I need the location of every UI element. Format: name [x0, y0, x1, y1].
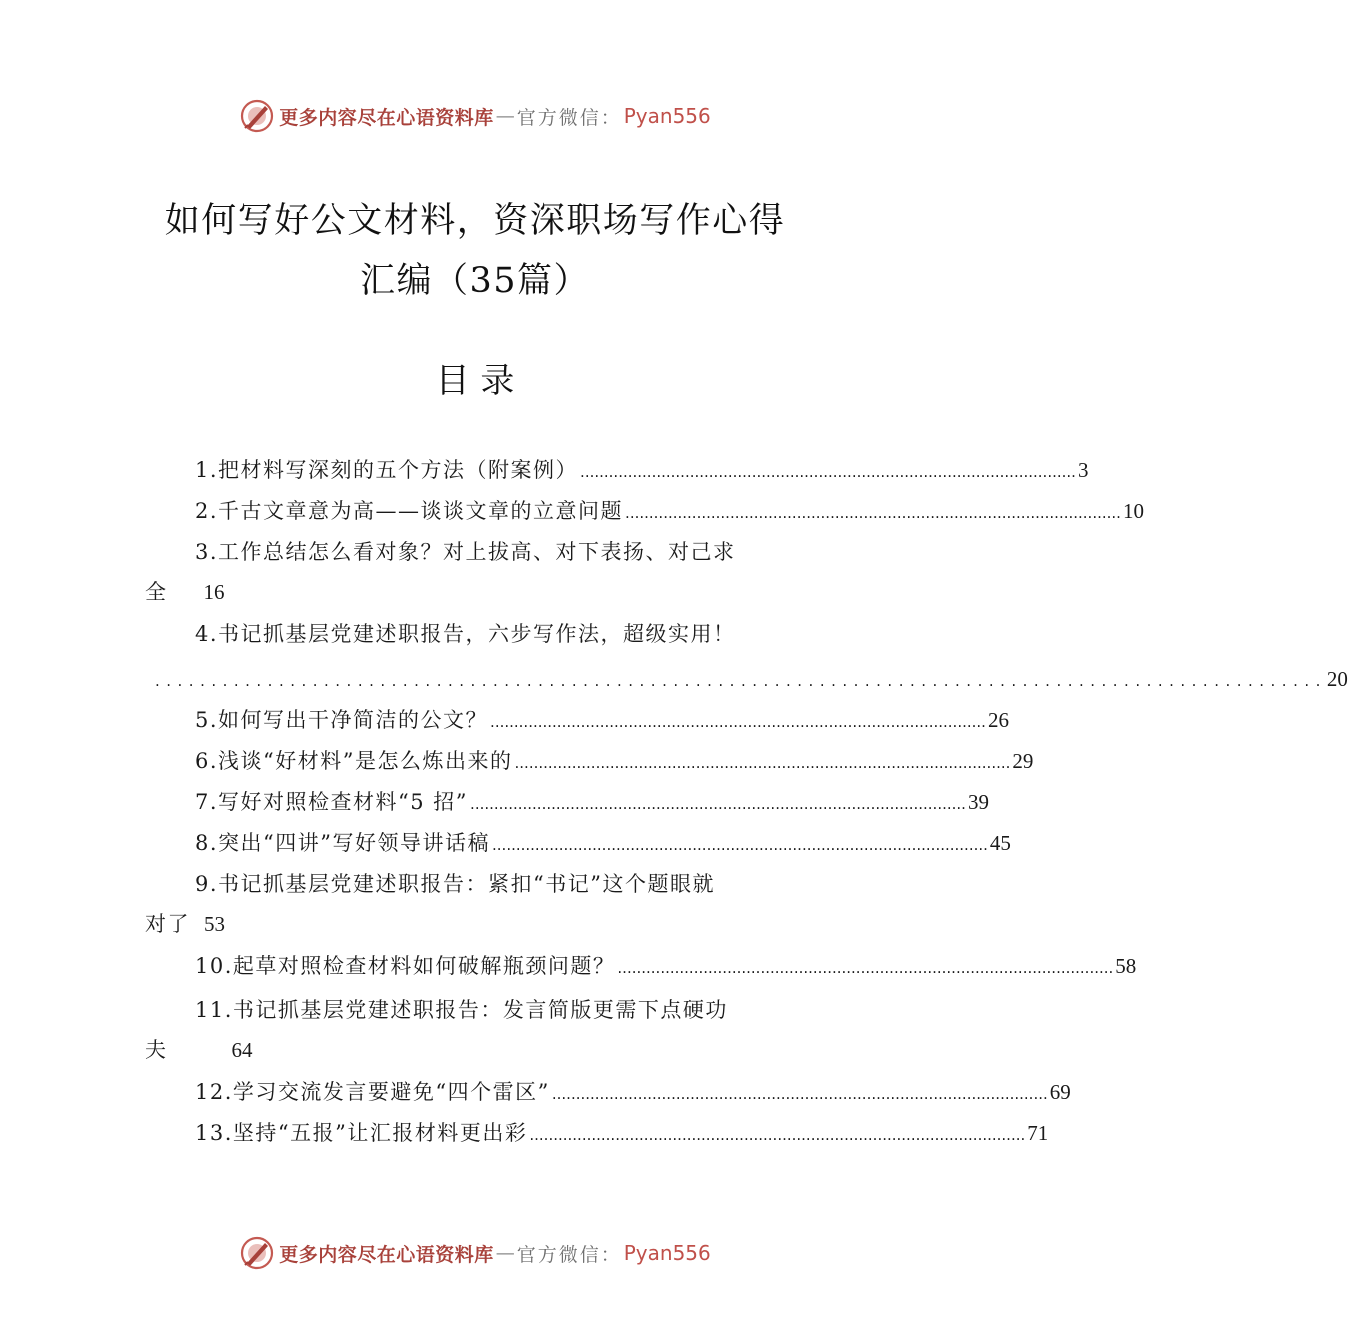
toc-entry-title: 7.写好对照检查材料“5 招”	[195, 790, 469, 814]
toc-entry-title: 10.起草对照检查材料如何破解瓶颈问题？	[195, 954, 616, 978]
toc-entry-continuation[interactable]	[145, 1035, 253, 1065]
toc-entry[interactable]	[145, 705, 1009, 737]
toc-leader-dots: ........................................................................................................	[492, 836, 988, 854]
toc-leader-dots: ........................................................................................................	[617, 959, 1114, 977]
toc-leader-dots: ........................................................................................................	[514, 754, 1011, 772]
toc-entry[interactable]	[145, 828, 1011, 860]
toc-entry-title: 8.突出“四讲”写好领导讲话稿	[195, 831, 491, 855]
toc-entry-continuation[interactable]	[145, 909, 225, 939]
toc-entry-title: 11.书记抓基层党建述职报告：发言简版更需下点硬功	[195, 998, 728, 1022]
toc-entry-title: 6.浅谈“好材料”是怎么炼出来的	[195, 749, 513, 773]
toc-entry-title: 13.坚持“五报”让汇报材料更出彩	[195, 1121, 528, 1145]
toc-entry-title: 2.千古文章意为高——谈谈文章的立意问题	[195, 499, 624, 523]
banner-main-text: 更多内容尽在心语资料库	[279, 1243, 494, 1266]
toc-entry-title: 9.书记抓基层党建述职报告：紧扣“书记”这个题眼就	[195, 872, 716, 896]
toc-leader-dots: ........................................................................................................	[625, 504, 1121, 522]
toc-entry-page: 10	[1122, 499, 1144, 523]
toc-entry-continuation[interactable]	[145, 577, 225, 607]
toc-leader-dots: ........................................................................................................	[470, 795, 966, 813]
toc-entry[interactable]	[145, 619, 805, 649]
toc-entry[interactable]	[145, 869, 805, 899]
toc-leader-dots: ........................................................................................................	[580, 463, 1076, 481]
banner-dash: —	[495, 105, 515, 127]
toc-entry-title: 12.学习交流发言要避免“四个雷区”	[195, 1080, 550, 1104]
banner-official-label: 官方微信：	[516, 106, 622, 129]
footer-banner	[0, 1233, 950, 1273]
toc-entry[interactable]	[145, 537, 805, 567]
toc-entry[interactable]	[145, 455, 1089, 487]
document-title-line1: 如何写好公文材料，资深职场写作心得	[164, 201, 786, 241]
toc-entry-title-cont: 对了	[145, 912, 190, 936]
toc-entry[interactable]	[145, 995, 805, 1025]
toc-entry-page: 20	[1326, 667, 1348, 691]
banner-wechat-id: Pyan556	[623, 104, 711, 128]
toc-entry-page: 71	[1027, 1121, 1049, 1145]
toc-entry-title: 5.如何写出干净简洁的公文？	[195, 708, 489, 732]
banner-main-text: 更多内容尽在心语资料库	[279, 106, 494, 129]
toc-entry-page: 58	[1115, 954, 1137, 978]
toc-entry-page: 69	[1049, 1080, 1071, 1104]
toc-entry-title: 4.书记抓基层党建述职报告，六步写作法，超级实用！	[195, 622, 736, 646]
toc-entry-page: 39	[967, 790, 989, 814]
toc-entry[interactable]	[145, 1077, 1071, 1109]
toc-entry-title-cont: 夫	[145, 1038, 168, 1062]
toc-entry-page: 29	[1012, 749, 1034, 773]
banner-dash: —	[495, 1242, 515, 1264]
toc-entry-page: 45	[989, 831, 1011, 855]
toc-entry-page: 16	[203, 580, 225, 604]
toc-leader-dots: ........................................................................................................	[490, 713, 986, 731]
toc-heading: 目 录	[435, 361, 515, 401]
toc-entry-title: 1.把材料写深刻的五个方法（附案例）	[195, 458, 579, 482]
toc-entry[interactable]	[145, 1118, 1049, 1150]
toc-entry-page: 53	[204, 912, 225, 936]
toc-entry[interactable]	[145, 787, 989, 819]
toc-entry-page: 26	[987, 708, 1009, 732]
toc-entry-title: 3.工作总结怎么看对象？对上拔高、对下表扬、对己求	[195, 540, 736, 564]
toc-entry[interactable]	[145, 951, 1137, 983]
quill-logo-icon	[239, 98, 275, 134]
quill-logo-icon	[239, 1235, 275, 1271]
banner-wechat-id: Pyan556	[623, 1241, 711, 1265]
toc-leader-dots: ........................................................................................................	[529, 1126, 1026, 1144]
document-title-line2: 汇编（35篇）	[359, 261, 591, 301]
toc-leader-dots: ........................................................................................................	[551, 1085, 1048, 1103]
toc-entry-page: 64	[231, 1038, 253, 1062]
toc-entry-page: 3	[1077, 458, 1089, 482]
toc-entry[interactable]	[145, 746, 1034, 778]
toc-entry-title-cont: 全	[145, 580, 168, 604]
toc-entry-continuation[interactable]	[155, 664, 1348, 696]
toc-entry[interactable]	[145, 496, 1144, 528]
banner-official-label: 官方微信：	[516, 1243, 622, 1266]
header-banner	[0, 96, 950, 136]
toc-leader-dots: ........................................................................................................	[155, 672, 1327, 690]
